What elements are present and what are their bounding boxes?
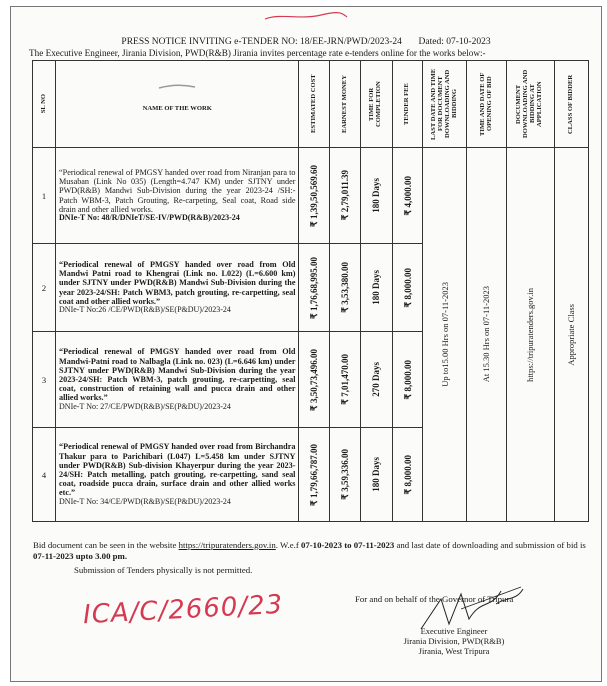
signatory-title: Executive Engineer	[420, 626, 488, 636]
document-site-cell: https://tripuratenders.gov.in	[506, 148, 554, 522]
estimated-cost-cell: ₹ 3,50,73,496.00	[299, 332, 330, 428]
row-work	[56, 244, 299, 332]
header-sl-no: SL NO	[33, 61, 56, 148]
work-description: “Periodical renewal of PMGSY handed over road from Old Mandwi Patni road to Khengrai (Link no. L022) (L=6.600 km) under SJTNY under PWD(R&B) Mandwi Sub-Division during the year 2023-24/SH: Patch WBM3, patch grouting, re-carpetting, seal coat and other allied works.”	[59, 260, 296, 306]
class-of-bidder-cell: Appropriate Class	[554, 148, 588, 522]
on-behalf-text: For and on behalf of the Governor of Tripura	[355, 594, 514, 604]
estimated-cost-cell: ₹ 1,79,66,787.00	[299, 428, 330, 522]
earnest-money-cell: ₹ 2,79,011.39	[330, 148, 361, 244]
table-header-row	[33, 61, 589, 148]
tender-fee-cell: ₹ 8,000.00	[392, 428, 423, 522]
tender-fee-cell: ₹ 4,000.00	[392, 148, 423, 244]
header-tender-fee: TENDER FEE	[392, 61, 423, 148]
dnit-reference: DNIe-T No:26 /CE/PWD(R&B)/SE(P&DU)/2023-24	[59, 304, 231, 314]
header-last-date: LAST DATE AND TIME FOR DOCUMENT DOWNLOADING AND BIDDING	[423, 61, 467, 148]
completion-time-cell: 180 Days	[360, 148, 392, 244]
work-description: “Periodical renewal of PMGSY handed over road from Old Mandwi-Patni road to Nalbagla (Link no. 023) (L=6.646 km) under SJTNY under PWD(R&B) Mandwi Sub-Division during the year 2023-24/SH: Patch WBM-3, patch grouting, re-carpetting, seal coat, construction of retaining wall and pucca drain and other allied works.”	[59, 347, 296, 403]
notice-header	[11, 37, 601, 47]
completion-time-cell: 180 Days	[360, 428, 392, 522]
notice-subtitle: The Executive Engineer, Jirania Division, PWD(R&B) Jirania invites percentage rate e-tenders online for the works below:-	[29, 48, 486, 58]
completion-time-cell: 180 Days	[360, 244, 392, 332]
header-earnest-money: EARNEST MONEY	[330, 61, 361, 148]
table-row	[33, 148, 589, 244]
bid-deadline: 07-11-2023 upto 3.00 pm.	[33, 550, 128, 561]
dnit-reference: DNIe-T No: 27/CE/PWD(R&B)/SE(P&DU)/2023-24	[59, 401, 231, 411]
tender-fee-cell: ₹ 8,000.00	[392, 332, 423, 428]
last-date-cell: Up to15.00 Hrs on 07-11-2023	[423, 148, 467, 522]
row-sl: 2	[33, 244, 56, 332]
header-estimated-cost: ESTIMATED COST	[299, 61, 330, 148]
earnest-money-cell: ₹ 3,53,380.00	[330, 244, 361, 332]
opening-date-cell: At 15.30 Hrs on 07-11-2023	[467, 148, 506, 522]
signature-block	[379, 627, 529, 656]
faint-mark-icon	[157, 83, 197, 91]
red-ink-mark	[261, 11, 351, 21]
row-work	[56, 428, 299, 522]
work-description: “Periodical renewal of PMGSY handed over road from Niranjan para to Musaban (Link No 035) (Length=4.747 KM) under SJTNY under PWD(R&B) Mandwi Sub-Division during the year 2023-24 /SH:- Patch WBM-3, Patch Grouting, Re-carpeting, Seal coat, Road side drain and other allied works.	[59, 168, 296, 214]
website-link[interactable]: https://tripuratenders.gov.in	[178, 540, 276, 550]
handwritten-reference: ICA/C/2660/23	[82, 589, 284, 631]
dnit-reference: DNIe-T No: 48/R/DNIeT/SE-IV/PWD(R&B)/2023-24	[59, 212, 240, 222]
header-name-of-work: NAME OF THE WORK	[56, 61, 299, 148]
signatory-place: Jirania, West Tripura	[418, 645, 490, 656]
header-document-site: DOCUMENT DOWNLOADING AND BIDDING AT APPLICATION	[506, 61, 554, 148]
header-time-for-completion: TIME FOR COMPLETION	[360, 61, 392, 148]
header-class-of-bidder: CLASS OF BIDDER	[554, 61, 588, 148]
dnit-reference: DNIe-T No: 34/CE/PWD(R&B)/SE(P&DU)/2023-24	[59, 496, 231, 506]
row-sl: 3	[33, 332, 56, 428]
notice-title: PRESS NOTICE INVITING e-TENDER NO: 18/EE-JRN/PWD/2023-24	[121, 37, 402, 47]
row-work	[56, 332, 299, 428]
signatory-division: Jirania Division, PWD(R&B)	[403, 635, 505, 646]
physical-submission-note: Submission of Tenders physically is not permitted.	[74, 565, 253, 575]
tender-fee-cell: ₹ 8,000.00	[392, 244, 423, 332]
tender-notice-page	[10, 6, 602, 682]
estimated-cost-cell: ₹ 1,76,68,995.00	[299, 244, 330, 332]
bid-period: 07-10-2023 to 07-11-2023	[300, 540, 395, 550]
bid-document-note: Bid document can be seen in the website https://tripuratenders.gov.in. W.e.f 07-10-2023 to 07-11-2023 and last date of downloading and submission of bid is 07-11-2023 upto 3.00 pm.	[33, 540, 586, 561]
row-sl: 1	[33, 148, 56, 244]
work-description: “Periodical renewal of PMGSY handed over road from Birchandra Thakur para to Parichibari (L047) L=5.458 km under SJTNY under PWD(R&B) Sub-division Khayerpur during the year 2023-24/SH: Patch metalling, patch grouting, re-carpetting, sand seal coat, roadside pucca drain, surface drain and other allied works etc.”	[59, 442, 296, 498]
completion-time-cell: 270 Days	[360, 332, 392, 428]
notice-date: Dated: 07-10-2023	[418, 37, 491, 47]
earnest-money-cell: ₹ 7,01,470.00	[330, 332, 361, 428]
tender-table	[32, 60, 589, 522]
row-work	[56, 148, 299, 244]
header-opening-date: TIME AND DATE OF OPENING OF BID	[467, 61, 506, 148]
estimated-cost-cell: ₹ 1,39,50,569.60	[299, 148, 330, 244]
row-sl: 4	[33, 428, 56, 522]
earnest-money-cell: ₹ 3,59,336.00	[330, 428, 361, 522]
